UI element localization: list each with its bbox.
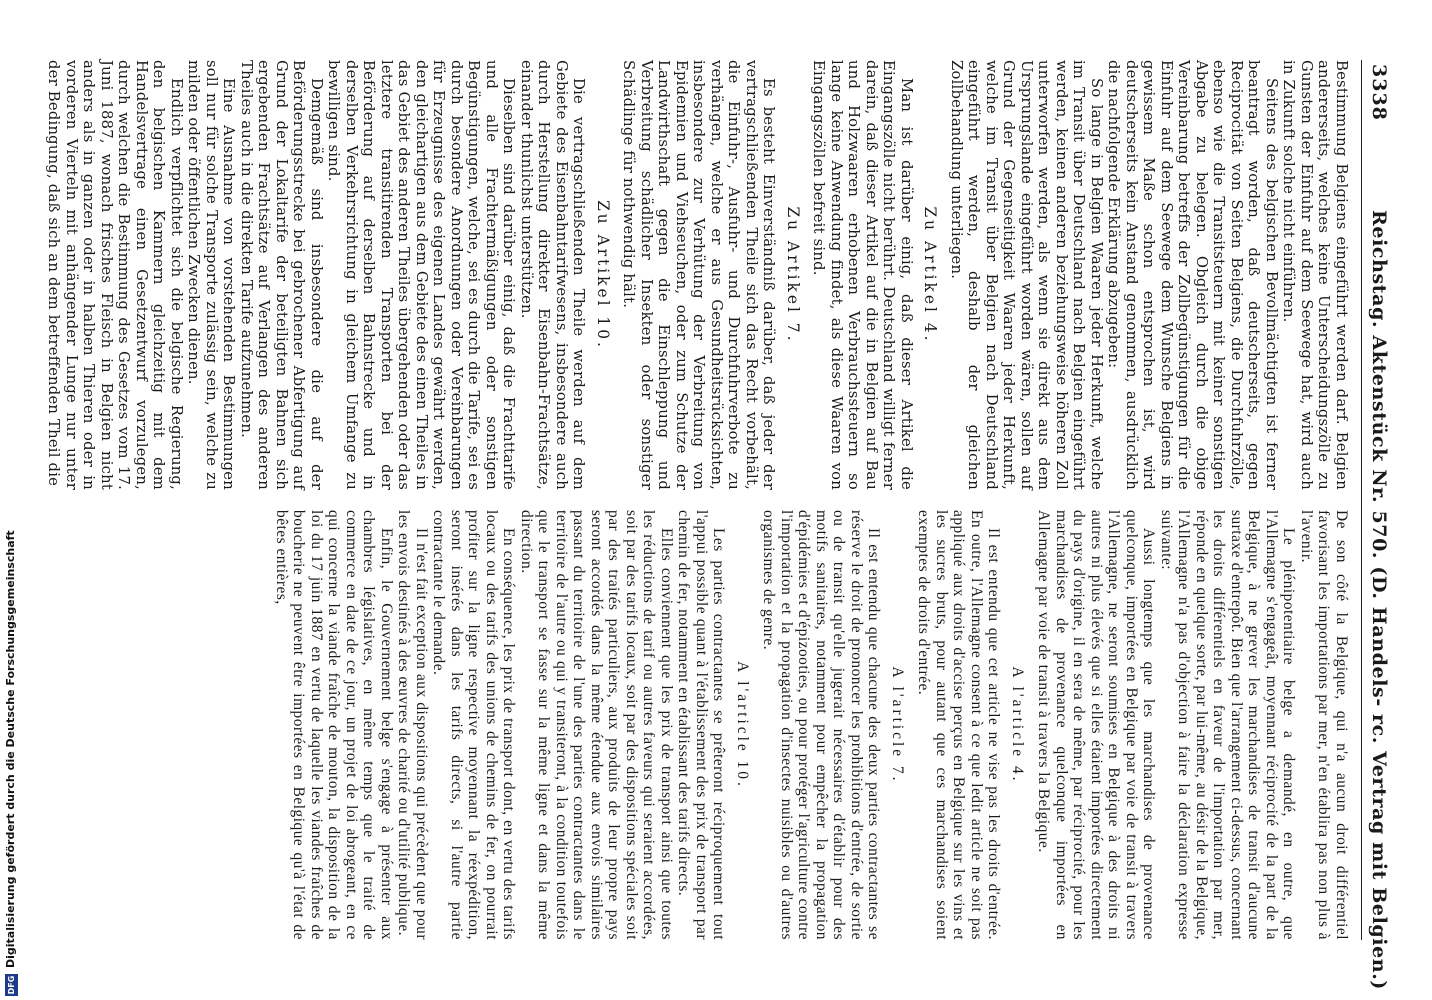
german-paragraph: Es besteht Einverständniß darüber, daß jeder der vertragschließenden Theile sich das Recht vorbehält, die Einfuhr-, Ausfuhr- und Durchfuhrverbote zu verhängen, welche er aus Gesundheitsrücksichten, insbesondere zur Verhütung der Verbreitung von Epidemien und Viehseuchen, oder zum Schutze der Landwirthschaft gegen die Einschleppung und Verbreitung schädlicher Insekten oder sonstiger Schädlinge für nothwendig hält. (620, 60, 778, 490)
french-paragraph: Enfin, le Gouvernement belge s'engage à présenter aux chambres législatives, en même temps que le traité de commerce en date de ce jour, un projet de loi abrogeant, en ce qui concerne la viande fraîche de mouton, la disposition de la loi du 17 juin 1887 en vertu de laquelle les viandes fraîches de boucherie ne peuvent être importées en Belgique qu'à l'état de bêtes entières, (273, 510, 395, 940)
french-paragraph: Il est entendu que chacune des deux parties contractantes se réserve le droit de prononcer les prohibitions d'entrée, de sortie ou de transit qu'elle jugerait nécessaires d'établir pour des motifs sanitaires, notamment pour empêcher la propagation d'épidémies et d'épizooties, ou pour protéger l'agriculture contre l'importation et la propagation d'insectes nuisibles ou d'autres organismes de genre. (760, 510, 883, 940)
german-column (45, 60, 1350, 490)
german-paragraph: Bestimmung Belgiens eingeführt werden darf. Belgien andererseits, welches keine Unterscheidungszölle zu Gunsten der Einfuhr auf dem Seewege hat, wird auch in Zukunft solche nicht einführen. (1280, 60, 1350, 490)
page-number: 3338 (1368, 64, 1390, 121)
french-paragraph: Aussi longtemps que les marchandises de provenance quelconque, importées en Belgique par voie de transit à travers l'Allemagne, ne seront soumises en Belgique à des droits ni autres ni plus élevés que si elles étaient importées directement du pays d'origine, il en sera de même, par réciprocité, pour les marchandises de provenance quelconque importées en Allemagne par voie de transit à travers la Belgique. (1035, 510, 1158, 940)
french-paragraph: En conséquence, les prix de transport dont, en vertu des tarifs locaux ou des tarifs des unions de chemins de fer, on pourrait profiter sur la ligne respective moyennant la réexpédition, seront insérés dans les tarifs directs, si l'autre partie contractante le demande. (430, 510, 518, 940)
digitization-credit-bar (0, 0, 22, 1000)
french-paragraph: Elles conviennent que les prix de transport ainsi que toutes les réductions de tarif ou autres faveurs qui seraient accordées, soit par des tarifs locaux, soit par des dispositions spéciales soit par des traités particuliers, aux produits de leur propre pays seront accordés dans la même étendue aux envois similaires passant du territoire de l'une des parties contractantes dans le territoire de l'autre ou qui y transiteront, à la condition toutefois que le transport se fasse sur la même ligne et dans la même direction. (518, 510, 675, 940)
french-column (100, 510, 1350, 940)
german-paragraph: Endlich verpflichtet sich die belgische Regierung, den belgischen Kammern gleichzeitig mit dem Handelsvertrage einen Gesetzentwurf vorzulegen, durch welchen die Bestimmung des Gesetzes vom 17. Juni 1887, wonach frisches Fleisch in Belgien nicht anders als in ganzen oder in halben Thieren oder in vorderen Vierteln mit anhängender Lunge nur unter der Bedingung, daß sich an dem betreffenden Theil die (45, 60, 185, 490)
german-paragraph: Seitens des belgischen Bevollmächtigten ist ferner beantragt worden, daß deutscherseits, gegen Reciprocität von Seiten Belgiens, die Durchfuhrzölle, ebenso wie die Transitsteuern mit keiner sonstigen Abgabe zu belegen. Obgleich durch die obige Vereinbarung betreffs der Zollbegünstigungen für die Einfuhr auf dem Seewege dem Wunsche Belgiens in gewissem Maße schon entsprochen ist, wird deutscherseits kein Anstand genommen, ausdrücklich die nachfolgende Erklärung abzugeben: (1105, 60, 1280, 490)
french-heading-article-7: A l'article 7. (889, 666, 906, 784)
page-header (1361, 60, 1396, 991)
french-paragraph: Il est entendu que cet article ne vise pas les droits d'entrée. En outre, l'Allemagne consent à ce que ledit article ne soit pas appliqué aux droits d'accise perçus en Belgique sur les vins et les sucres bruts, pour autant que ces marchandises soient exemptes de droits d'entrée. (915, 510, 1003, 940)
page-title: Reichstag. Aktenstück Nr. 570. (D. Handels- rc. Vertrag mit Belgien.) (1368, 210, 1390, 991)
german-heading-article-7: Zu Artikel 7. (784, 206, 802, 344)
french-heading-article-4: A l'article 4. (1009, 666, 1026, 784)
french-paragraph: Le plénipotentiaire belge a demandé, en outre, que l'Allemagne s'engageât, moyennant réciprocité de la part de la Belgique, à ne grever les marchandises de transit d'aucune surtaxe d'entrepôt. Bien que l'arrangement ci-dessus, concernant les droits différentiels en faveur de l'importation par mer, réponde en quelque sorte, par lui-même, au désir de la Belgique, l'Allemagne n'a pas d'objection à faire la déclaration expresse suivante: (1158, 510, 1298, 940)
german-heading-article-4: Zu Artikel 4. (921, 206, 940, 344)
digitization-credit: Digitalisierung gefördert durch die Deutsche Forschungsgemeinschaft (4, 530, 17, 968)
french-paragraph: Les parties contractantes se prêteront réciproquement tout l'appui possible quant à l'établissement des prix de transport par chemin de fer, notamment en établissant des tarifs directs. (675, 510, 728, 940)
german-heading-article-10: Zu Artikel 10. (594, 200, 612, 350)
french-paragraph: De son côté la Belgique, qui n'a aucun droit différentiel favorisant les importations par mer, n'en établira pas non plus à l'avenir. (1298, 510, 1350, 940)
german-paragraph: Dieselben sind darüber einig, daß die Frachttarife und alle Frachtermäßigungen oder sonstigen Begünstigungen, welche, sei es durch die Tarife, sei es durch besondere Anordnungen oder Vereinbarungen für Erzeugnisse des eigenen Landes gewährt werden, den gleichartigen aus dem Gebiete des einen Theiles in das Gebiet des anderen Theiles übergehenden oder das letztere transitirenden Transporten bei der Beförderung auf derselben Bahnstrecke und in derselben Verkehrsrichtung in gleichem Umfange zu bewilligen sind. (325, 60, 518, 490)
german-paragraph: Man ist darüber einig, daß dieser Artikel die Eingangszölle nicht berührt. Deutschland willigt ferner darein, daß dieser Artikel auf die in Belgien auf Bau und Holzwaaren erhobenen Verbrauchssteuern so lange keine Anwendung findet, als diese Waaren von Eingangszöllen befreit sind. (810, 60, 915, 490)
dfg-logo: DFG (6, 975, 16, 995)
german-paragraph: Die vertragschließenden Theile werden auf dem Gebiete des Eisenbahntarifwesens, insbesondere auch durch Herstellung direkter Eisenbahn-Frachtsätze, einander thunlichst unterstützen. (518, 60, 588, 490)
document-page (45, 60, 1396, 991)
german-paragraph: So lange in Belgien Waaren jeder Herkunft, welche im Transit über Deutschland nach Belgien eingeführt werden, keinen anderen beziehungsweise höheren Zoll unterworfen werden, als wenn sie direkt aus dem Ursprungslande eingeführt worden wären, sollen auf Grund der Gegenseitigkeit Waaren jeder Herkunft, welche im Transit über Belgien nach Deutschland eingeführt werden, deshalb der gleichen Zollbehandlung unterliegen. (948, 60, 1105, 490)
german-paragraph: Eine Ausnahme von vorstehenden Bestimmungen soll nur für solche Transporte zulässig sein, welche zu milden oder öffentlichen Zwecken dienen. (185, 60, 238, 490)
german-paragraph: Demgemäß sind insbesondere die auf der Beförderungsstrecke bei gebrochener Abfertigung auf Grund der Lokaltarife der beteiligten Bahnen sich ergebenden Frachtsätze auf Verlangen des anderen Theiles auch in die direkten Tarife aufzunehmen. (238, 60, 325, 490)
french-paragraph: Il n'est fait exception aux dispositions qui précèdent que pour les envois destinés à des œuvres de charité ou d'utilité publique. (395, 510, 430, 940)
french-heading-article-10: A l'article 10. (734, 661, 751, 789)
